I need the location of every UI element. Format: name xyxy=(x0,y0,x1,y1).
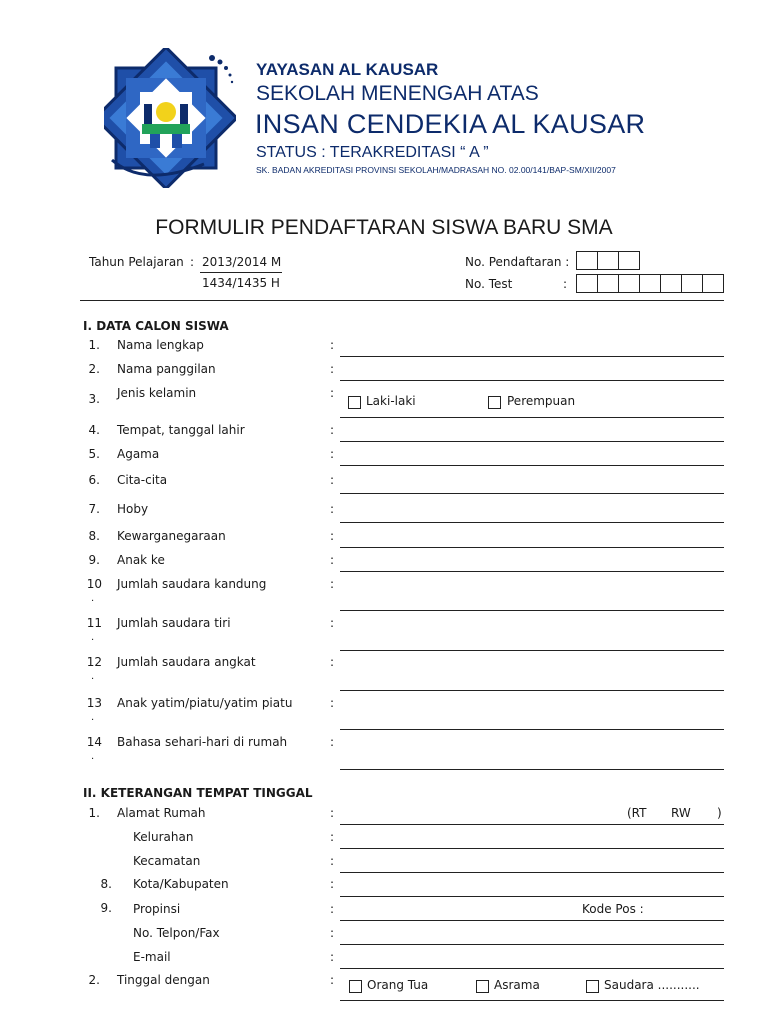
no-test-colon: : xyxy=(563,277,568,291)
school-type: SEKOLAH MENENGAH ATAS xyxy=(256,82,539,105)
nama-panggilan-label: Nama panggilan xyxy=(117,362,216,376)
kota-colon: : xyxy=(330,877,335,891)
rt-label: (RT xyxy=(627,806,647,820)
item-number: 2. xyxy=(88,973,100,987)
tempat-tanggal-lahir-field[interactable] xyxy=(340,441,724,442)
number-dot: . xyxy=(91,712,95,723)
item-number: 13 xyxy=(86,696,102,710)
no-test-label: No. Test xyxy=(465,277,513,291)
tahun-colon: : xyxy=(190,255,195,269)
yatim-piatu-field[interactable] xyxy=(340,729,724,730)
saudara-kandung-label: Jumlah saudara kandung xyxy=(117,577,267,591)
kelurahan-colon: : xyxy=(330,830,335,844)
item-number: 12 xyxy=(86,655,102,669)
yatim-piatu-colon: : xyxy=(330,696,335,710)
item-number: 11 xyxy=(86,616,102,630)
telpon-field[interactable] xyxy=(340,944,724,945)
item-number: 8. xyxy=(100,877,112,891)
nama-lengkap-field[interactable] xyxy=(340,356,724,357)
school-logo-icon xyxy=(104,48,236,188)
tahun-underline xyxy=(200,272,282,273)
telpon-label: No. Telpon/Fax xyxy=(133,926,220,940)
tahun-value-masehi[interactable]: 2013/2014 M xyxy=(202,255,282,269)
tinggal-colon: : xyxy=(330,973,335,987)
propinsi-colon: : xyxy=(330,902,335,916)
item-number: 9. xyxy=(100,901,112,915)
tinggal-underline xyxy=(340,1000,724,1001)
bahasa-label: Bahasa sehari-hari di rumah xyxy=(117,735,288,749)
saudara-kandung-field[interactable] xyxy=(340,610,724,611)
kecamatan-colon: : xyxy=(330,854,335,868)
agama-label: Agama xyxy=(117,447,160,461)
kelurahan-label: Kelurahan xyxy=(133,830,194,844)
cita-cita-field[interactable] xyxy=(340,493,724,494)
cita-cita-label: Cita-cita xyxy=(117,473,168,487)
hoby-colon: : xyxy=(330,502,335,516)
nama-lengkap-label: Nama lengkap xyxy=(117,338,204,352)
tinggal-dengan-label: Tinggal dengan xyxy=(117,973,210,987)
foundation-name: YAYASAN AL KAUSAR xyxy=(256,60,439,79)
number-dot: . xyxy=(91,593,95,604)
saudara-tiri-label: Jumlah saudara tiri xyxy=(117,616,231,630)
tempat-tanggal-lahir-label: Tempat, tanggal lahir xyxy=(117,423,245,437)
laki-laki-checkbox[interactable] xyxy=(348,396,361,409)
alamat-field[interactable] xyxy=(340,824,724,825)
item-number: 10 xyxy=(86,577,102,591)
number-dot: . xyxy=(91,632,95,643)
jenis-kelamin-label: Jenis kelamin xyxy=(117,386,197,400)
tempat-tanggal-lahir-colon: : xyxy=(330,423,335,437)
saudara-checkbox[interactable] xyxy=(586,980,599,993)
school-name: INSAN CENDEKIA AL KAUSAR xyxy=(255,109,646,139)
nama-lengkap-colon: : xyxy=(330,338,335,352)
email-field[interactable] xyxy=(340,968,724,969)
jenis-kelamin-colon: : xyxy=(330,386,335,400)
section-data-calon-siswa: I. DATA CALON SISWA xyxy=(83,319,229,333)
asrama-checkbox[interactable] xyxy=(476,980,489,993)
saudara-tiri-colon: : xyxy=(330,616,335,630)
item-number: 8. xyxy=(88,529,100,543)
item-number: 3. xyxy=(88,392,100,406)
asrama-label: Asrama xyxy=(494,978,540,992)
jenis-kelamin-underline xyxy=(340,417,724,418)
cita-cita-colon: : xyxy=(330,473,335,487)
laki-laki-label: Laki-laki xyxy=(366,394,416,408)
hoby-field[interactable] xyxy=(340,522,724,523)
hoby-label: Hoby xyxy=(117,502,149,516)
anak-ke-field[interactable] xyxy=(340,571,724,572)
bahasa-colon: : xyxy=(330,735,335,749)
orang-tua-label: Orang Tua xyxy=(367,978,429,992)
telpon-colon: : xyxy=(330,926,335,940)
kewarganegaraan-colon: : xyxy=(330,529,335,543)
saudara-angkat-colon: : xyxy=(330,655,335,669)
kode-pos-label: Kode Pos : xyxy=(582,902,644,916)
header-divider xyxy=(80,300,724,301)
propinsi-label: Propinsi xyxy=(133,902,181,916)
rt-rw-close: ) xyxy=(717,806,722,820)
bahasa-field[interactable] xyxy=(340,769,724,770)
kewarganegaraan-field[interactable] xyxy=(340,547,724,548)
rw-label: RW xyxy=(671,806,691,820)
anak-ke-label: Anak ke xyxy=(117,553,165,567)
kelurahan-field[interactable] xyxy=(340,848,724,849)
kecamatan-field[interactable] xyxy=(340,872,724,873)
anak-ke-colon: : xyxy=(330,553,335,567)
kota-field[interactable] xyxy=(340,896,724,897)
item-number: 5. xyxy=(88,447,100,461)
item-number: 14 xyxy=(86,735,102,749)
alamat-rumah-label: Alamat Rumah xyxy=(117,806,206,820)
agama-colon: : xyxy=(330,447,335,461)
accreditation-decree: SK. BADAN AKREDITASI PROVINSI SEKOLAH/MADRASAH NO. 02.00/141/BAP-SM/XII/2007 xyxy=(256,165,616,175)
item-number: 7. xyxy=(88,502,100,516)
item-number: 9. xyxy=(88,553,100,567)
yatim-piatu-label: Anak yatim/piatu/yatim piatu xyxy=(117,696,293,710)
nama-panggilan-field[interactable] xyxy=(340,380,724,381)
no-pendaftaran-label: No. Pendaftaran : xyxy=(465,255,570,269)
email-label: E-mail xyxy=(133,950,171,964)
section-tempat-tinggal: II. KETERANGAN TEMPAT TINGGAL xyxy=(83,786,313,800)
accreditation-status: STATUS : TERAKREDITASI “ A ” xyxy=(256,144,489,161)
saudara-tiri-field[interactable] xyxy=(340,650,724,651)
kota-label: Kota/Kabupaten xyxy=(133,877,229,891)
number-dot: . xyxy=(91,751,95,762)
email-colon: : xyxy=(330,950,335,964)
perempuan-label: Perempuan xyxy=(507,394,576,408)
form-title: FORMULIR PENDAFTARAN SISWA BARU SMA xyxy=(155,216,613,239)
nama-panggilan-colon: : xyxy=(330,362,335,376)
item-number: 2. xyxy=(88,362,100,376)
item-number: 1. xyxy=(88,338,100,352)
alamat-colon: : xyxy=(330,806,335,820)
saudara-angkat-field[interactable] xyxy=(340,690,724,691)
tahun-pelajaran-label: Tahun Pelajaran xyxy=(89,255,184,269)
no-test-boxes[interactable] xyxy=(576,274,724,293)
kewarganegaraan-label: Kewarganegaraan xyxy=(117,529,226,543)
tahun-value-hijri[interactable]: 1434/1435 H xyxy=(202,276,280,290)
saudara-label: Saudara ........... xyxy=(604,978,700,992)
orang-tua-checkbox[interactable] xyxy=(349,980,362,993)
propinsi-field[interactable] xyxy=(340,920,724,921)
item-number: 4. xyxy=(88,423,100,437)
saudara-angkat-label: Jumlah saudara angkat xyxy=(117,655,256,669)
item-number: 6. xyxy=(88,473,100,487)
kecamatan-label: Kecamatan xyxy=(133,854,201,868)
item-number: 1. xyxy=(88,806,100,820)
no-pendaftaran-boxes[interactable] xyxy=(576,251,640,270)
saudara-kandung-colon: : xyxy=(330,577,335,591)
number-dot: . xyxy=(91,671,95,682)
agama-field[interactable] xyxy=(340,465,724,466)
perempuan-checkbox[interactable] xyxy=(488,396,501,409)
